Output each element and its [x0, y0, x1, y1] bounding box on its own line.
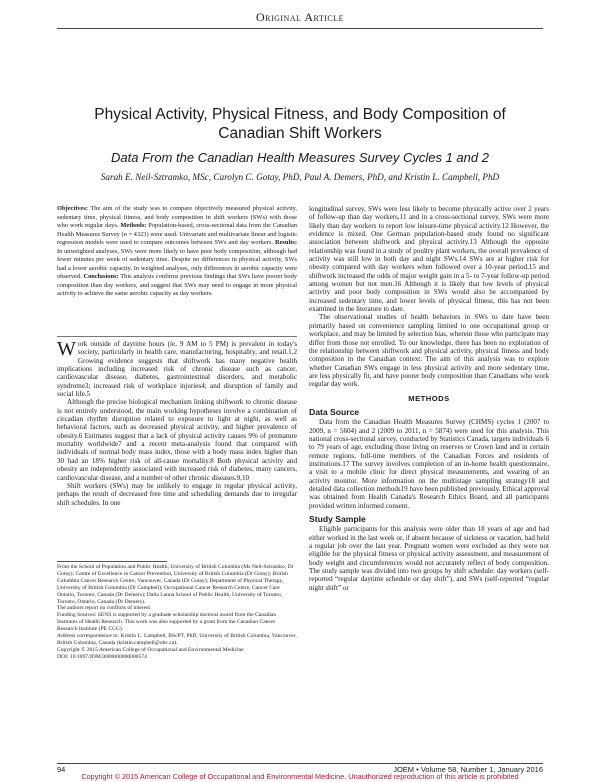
- footnote-affiliations: From the School of Population and Public Health, University of British Columbia (Ms Neil-Sztramko, Dr Gotay); Centre of Excellence in Cancer Prevention, University of British Columbia (Dr Gotay); British Columbia Cancer Research Centre, Vancouver, Canada (Dr Gotay); Department of Physical Therapy, University of British Columbia (Dr Campbell); Occupational Cancer Research Centre, Cancer Care Ontario, Toronto, Canada (Dr Demers); Dalla Lanna School of Public Health, University of Toronto, Toronto, Ontario, Canada (Dr Demers).: [57, 564, 294, 605]
- abstract-conclusions-label: Conclusions:: [83, 273, 119, 280]
- methods-heading: METHODS: [408, 393, 450, 403]
- header-rule: [57, 28, 543, 29]
- footnote-funding: Funding Sources: SENS is supported by a graduate scholarship doctoral award from the Canadian Institutes of Health Research. This work was also supported by a grant from the Canadian Cancer Research Institute (PE CCG).: [57, 612, 277, 633]
- left-column: [57, 340, 297, 507]
- intro-paragraph-1-text: ork outside of daytime hours (ie, 9 AM to 5 PM) is prevalent in today's society, particularly in health care, manufacturing, hospitality, and retail.1,2 Growing evidence suggests that shiftwork has many negative health implications including increased risk of chronic disease such as cancer, cardiovascular disease, diabetes, gastrointestinal disorders, and metabolic syndrome3; increased risk of workplace injuries4; and disruption of family and social life.5: [57, 340, 297, 399]
- abstract-objectives-label: Objectives:: [57, 205, 88, 212]
- author-list: Sarah E. Neil-Sztramko, MSc, Carolyn C. Gotay, PhD, Paul A. Demers, PhD, and Kristin L. Campbell, PhD: [100, 172, 500, 182]
- page-number: 94: [57, 765, 66, 774]
- right-column: [309, 205, 549, 592]
- footnote-correspondence: Address correspondence to: Kristin L. Campbell, BScPT, PhD, University of British Columbia, Vancouver, British Columbia, Canada (kristin.campbell@ubc.ca).: [57, 633, 297, 646]
- intro-paragraph-4: longitudinal survey, SWs were less likely to become physically active over 2 years of follow-up than day workers,11 and in a cross-sectional survey, SWs were more likely than day workers to report low leisure-time physical activity.12 However, the evidence is mixed. One German population-based study found no significant association between shiftwork and physical activity.13 Although the opposite relationship was found in a study of poultry plant workers, the overall prevalence of activity was still low in both day and night SWs.14 SWs are at higher risk for obesity compared with day workers when followed over a 10-year period,15 and shiftwork increased the odds of major weight gain in a 5- to 7-year follow-up period among women but not men.16 Although it is likely that low levels of physical activity and poor body composition in SWs would also be accompanied by increased sedentary time, and lower levels of physical fitness, this has not been examined in the literature to date.: [309, 205, 549, 314]
- footnote-rule: [57, 561, 167, 562]
- footnotes: [57, 564, 297, 661]
- study-sample-heading: Study Sample: [309, 514, 366, 525]
- article-title: Physical Activity, Physical Fitness, and Body Composition of Canadian Shift Workers: [94, 106, 506, 142]
- abstract-methods-label: Methods:: [120, 222, 147, 229]
- journal-citation: JOEM • Volume 58, Number 1, January 2016: [393, 765, 543, 774]
- copyright-banner: Copyright © 2015 American College of Occupational and Environmental Medicine. Unauthorized reproduction of this article is prohibited: [81, 772, 519, 781]
- footnote-doi: DOI: 10.1097/JOM.0000000000000574: [57, 653, 147, 660]
- footer-rule: [57, 763, 543, 764]
- footnote-conflicts: The authors report no conflicts of interest.: [57, 605, 152, 612]
- article-subtitle: Data From the Canadian Health Measures Survey Cycles 1 and 2: [111, 150, 489, 165]
- drop-cap: W: [57, 338, 76, 360]
- abstract-conclusions: This analysis confirms previous findings that SWs have poorer body composition than day workers, and suggest that SWs may need to engage in more physical activity to achieve the same aerobic capacity as day workers.: [57, 273, 297, 297]
- abstract-results: In unweighted analyses, SWs were more likely to have poor body composition, although had fewer minutes per week of sedentary time. Despite no differences in physical activity, SWs had a lower aerobic capacity. In weighted analyses, only differences in aerobic capacity were observed.: [57, 247, 297, 280]
- section-label: Original Article: [255, 10, 345, 24]
- abstract-results-label: Results:: [274, 239, 297, 246]
- intro-paragraph-2: Although the precise biological mechanism linking shiftwork to chronic disease is not entirely understood, the main working hypotheses involve a combination of circadian rhythm disruption related to exposure to light at night, as well as behavioral factors, such as decreased physical activity, and higher prevalence of obesity.6 Estimates suggest that a lack of physical activity causes 9% of premature mortality worldwide7 and a recent meta-analysis found that compared with individuals of normal body mass index, those with a body mass index higher than 30 had an 18% higher risk of all-cause mortality.8 Both physical activity and obesity are independently associated with increased risk of diabetes, many cancers, cardiovascular disease, and a number of other chronic diseases.9,10: [57, 398, 297, 482]
- intro-paragraph-5: The observational studies of health behaviors in SWs to date have been primarily based on convenience sampling limited to one occupational group or workplace, and may be limited by selection bias, wherein those who participate may differ from those not enrolled. To our knowledge, there has been no exploration of the relationship between shiftwork and physical activity, physical fitness and body composition in the Canadian context. The aim of this analysis was to explore whether Canadian SWs engage in less physical activity and more sedentary time, are less physically fit, and have poorer body composition than Canadians who work regular day work.: [309, 313, 549, 389]
- abstract-objectives: The aim of the study was to compare objectively measured physical activity, sedentary time, physical fitness, and body composition in shift workers (SWs) with those who work regular days.: [57, 205, 297, 229]
- abstract-rule: [57, 336, 297, 337]
- data-source-heading: Data Source: [309, 406, 360, 417]
- data-source-paragraph: Data from the Canadian Health Measures Survey (CHMS) cycles 1 (2007 to 2009, n = 5604) and 2 (2009 to 2011, n = 5874) were used for this analysis. This national cross-sectional survey, conducted by Statistics Canada, targets individuals 6 to 79 years of age, excluding those living on reserves or Crown land and in certain remote regions, full-time members of the Canadian Forces and residents of institutions.17 The survey involves completion of an in-home health questionnaire, a visit to a mobile clinic for direct physical measurements, and wearing of an activity monitor. More information on the multistage sampling strategy18 and detailed data collection methods19 have been published previously. Ethical approval was obtained from Health Canada's Research Ethics Board, and all participants provided written informed consent.: [309, 418, 549, 510]
- abstract: [57, 205, 297, 299]
- abstract-methods: Population-based, cross-sectional data from the Canadian Health Measures Survey (n = 4323) were used. Univariate and multivariate linear and logistic regression models were used to compare outcomes between SWs and day workers.: [57, 222, 298, 246]
- footnote-copyright: Copyright © 2015 American College of Occupational and Environmental Medicine: [57, 646, 244, 653]
- intro-paragraph-3: Shift workers (SWs) may be unlikely to engage in regular physical activity, perhaps the result of decreased free time and scheduling demands due to irregular shift schedules. In one: [57, 481, 297, 507]
- intro-paragraph-1: [57, 340, 297, 398]
- study-sample-paragraph: Eligible participants for this analysis were older than 18 years of age and had either worked in the last week or, if absent because of sickness or vacation, had held a regular job over the last year. Pregnant women were excluded as they were not eligible for the physical fitness or physical activity assessment, and measurement of body weight and circumferences would not accurately reflect of body composition. The study sample was divided into two groups by shift schedule: day workers (self-reported “regular daytime schedule or day shift”), and SWs (self-reported “regular night shift” or: [309, 525, 549, 592]
